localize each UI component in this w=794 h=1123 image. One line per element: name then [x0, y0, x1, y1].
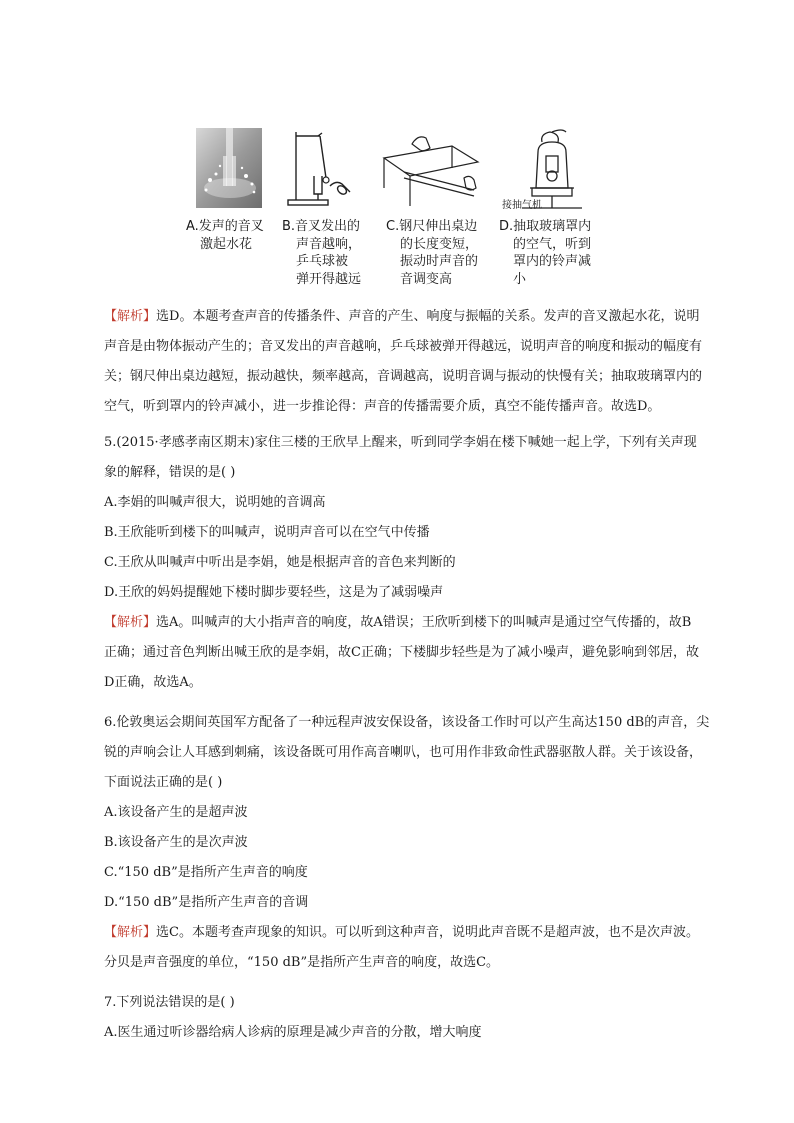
question-5: [104, 428, 724, 698]
option-a: A.该设备产生的是超声波: [104, 805, 248, 820]
analysis-q4: [104, 302, 724, 422]
caption-line: A.发声的音叉: [186, 219, 264, 234]
option-b: B.王欣能听到楼下的叫喊声，说明声音可以在空气中传播: [104, 525, 430, 540]
question-stem: 象的解释，错误的是( ): [104, 465, 236, 480]
caption-b: [282, 218, 361, 288]
caption-line: 乒乓球被: [296, 254, 349, 269]
caption-line: B.音叉发出的: [282, 219, 361, 234]
analysis-line: [104, 302, 724, 332]
option-a: A.医生通过听诊器给病人诊病的原理是减少声音的分散，增大响度: [104, 1025, 482, 1040]
analysis-text: 选A。叫喊声的大小指声音的响度，故A错误；王欣听到楼下的叫喊声是通过空气传播的，故B: [156, 615, 692, 630]
caption-line: 的空气，听到: [513, 236, 592, 252]
option-c: C.“150 dB”是指所产生声音的响度: [104, 865, 308, 880]
analysis-line: 分贝是声音强度的单位，“150 dB”是指所产生声音的响度，故选C。: [104, 955, 500, 970]
question-stem: 7.下列说法错误的是( ): [104, 995, 235, 1010]
analysis-text: 选D。本题考查声音的传播条件、声音的产生、响度与振幅的关系。发声的音叉激起水花，说明: [156, 309, 700, 324]
option-d: D.“150 dB”是指所产生声音的音调: [104, 895, 309, 910]
caption-line: C.钢尺伸出桌边: [386, 219, 478, 234]
option-a: A.李娟的叫喊声很大，说明她的音调高: [104, 495, 326, 510]
question-6: [104, 708, 724, 978]
tuning-fork-splash-image: [196, 128, 262, 208]
caption-line: 激起水花: [200, 236, 253, 252]
question-stem: 6.伦敦奥运会期间英国军方配备了一种远程声波安保设备，该设备工作时可以产生高达150 dB的声音，尖: [104, 715, 710, 730]
analysis-line: D正确，故选A。: [104, 675, 202, 690]
question-stem: 锐的声响会让人耳感到刺痛，该设备既可用作高音喇叭，也可用作非致命性武器驱散人群。关于该设备，: [104, 745, 703, 760]
analysis-tag: 【解析】: [104, 615, 157, 630]
caption-a: [186, 218, 264, 253]
caption-line: 声音越响，: [296, 236, 362, 252]
pump-label: 接抽气机: [502, 200, 542, 211]
bell-jar-image: [502, 128, 602, 214]
analysis-text: 选C。本题考查声现象的知识。可以听到这种声音，说明此声音既不是超声波，也不是次声波。: [156, 925, 699, 940]
question-stem: 5.(2015·孝感孝南区期末)家住三楼的王欣早上醒来，听到同学李娟在楼下喊她一起上学，下列有关声现: [104, 435, 697, 450]
tuning-fork-stand-image: [286, 128, 356, 208]
steel-ruler-desk-image: [382, 128, 482, 208]
analysis-line: 正确；通过音色判断出喊王欣的是李娟，故C正确；下楼脚步轻些是为了减小噪声，避免影响到邻居，故: [104, 645, 699, 660]
caption-line: D.抽取玻璃罩内: [499, 219, 592, 234]
caption-line: 的长度变短，: [400, 236, 479, 252]
caption-d: [499, 218, 591, 288]
figure-row: [186, 128, 606, 288]
caption-line: 弹开得越远: [296, 271, 362, 287]
caption-line: 振动时声音的: [400, 254, 479, 269]
figure-b-tuning-fork-ball: [286, 128, 356, 208]
option-d: D.王欣的妈妈提醒她下楼时脚步要轻些，这是为了减弱噪声: [104, 585, 444, 600]
caption-c: [386, 218, 478, 288]
caption-line: 罩内的铃声减: [513, 254, 592, 269]
option-b: B.该设备产生的是次声波: [104, 835, 248, 850]
question-stem: 下面说法正确的是( ): [104, 775, 223, 790]
analysis-line: [104, 918, 724, 948]
analysis-tag: 【解析】: [104, 309, 157, 324]
figure-a-tuning-fork-water: [196, 128, 262, 208]
caption-line: 音调变高: [400, 271, 453, 287]
analysis-line: 关；钢尺伸出桌边越短，振动越快，频率越高，音调越高，说明音调与振动的快慢有关；抽取玻璃罩内的: [104, 369, 703, 384]
figure-d-bell-jar: [502, 128, 602, 214]
analysis-tag: 【解析】: [104, 925, 157, 940]
question-7: [104, 988, 724, 1048]
analysis-line: [104, 608, 724, 638]
figure-c-steel-ruler: [382, 128, 482, 208]
caption-line: 小: [513, 271, 527, 287]
option-c: C.王欣从叫喊声中听出是李娟，她是根据声音的音色来判断的: [104, 555, 456, 570]
analysis-line: 空气，听到罩内的铃声减小，进一步推论得：声音的传播需要介质，真空不能传播声音。故选D。: [104, 399, 661, 414]
analysis-line: 声音是由物体振动产生的；音叉发出的声音越响，乒乓球被弹开得越远，说明声音的响度和振动的幅度有: [104, 339, 703, 354]
